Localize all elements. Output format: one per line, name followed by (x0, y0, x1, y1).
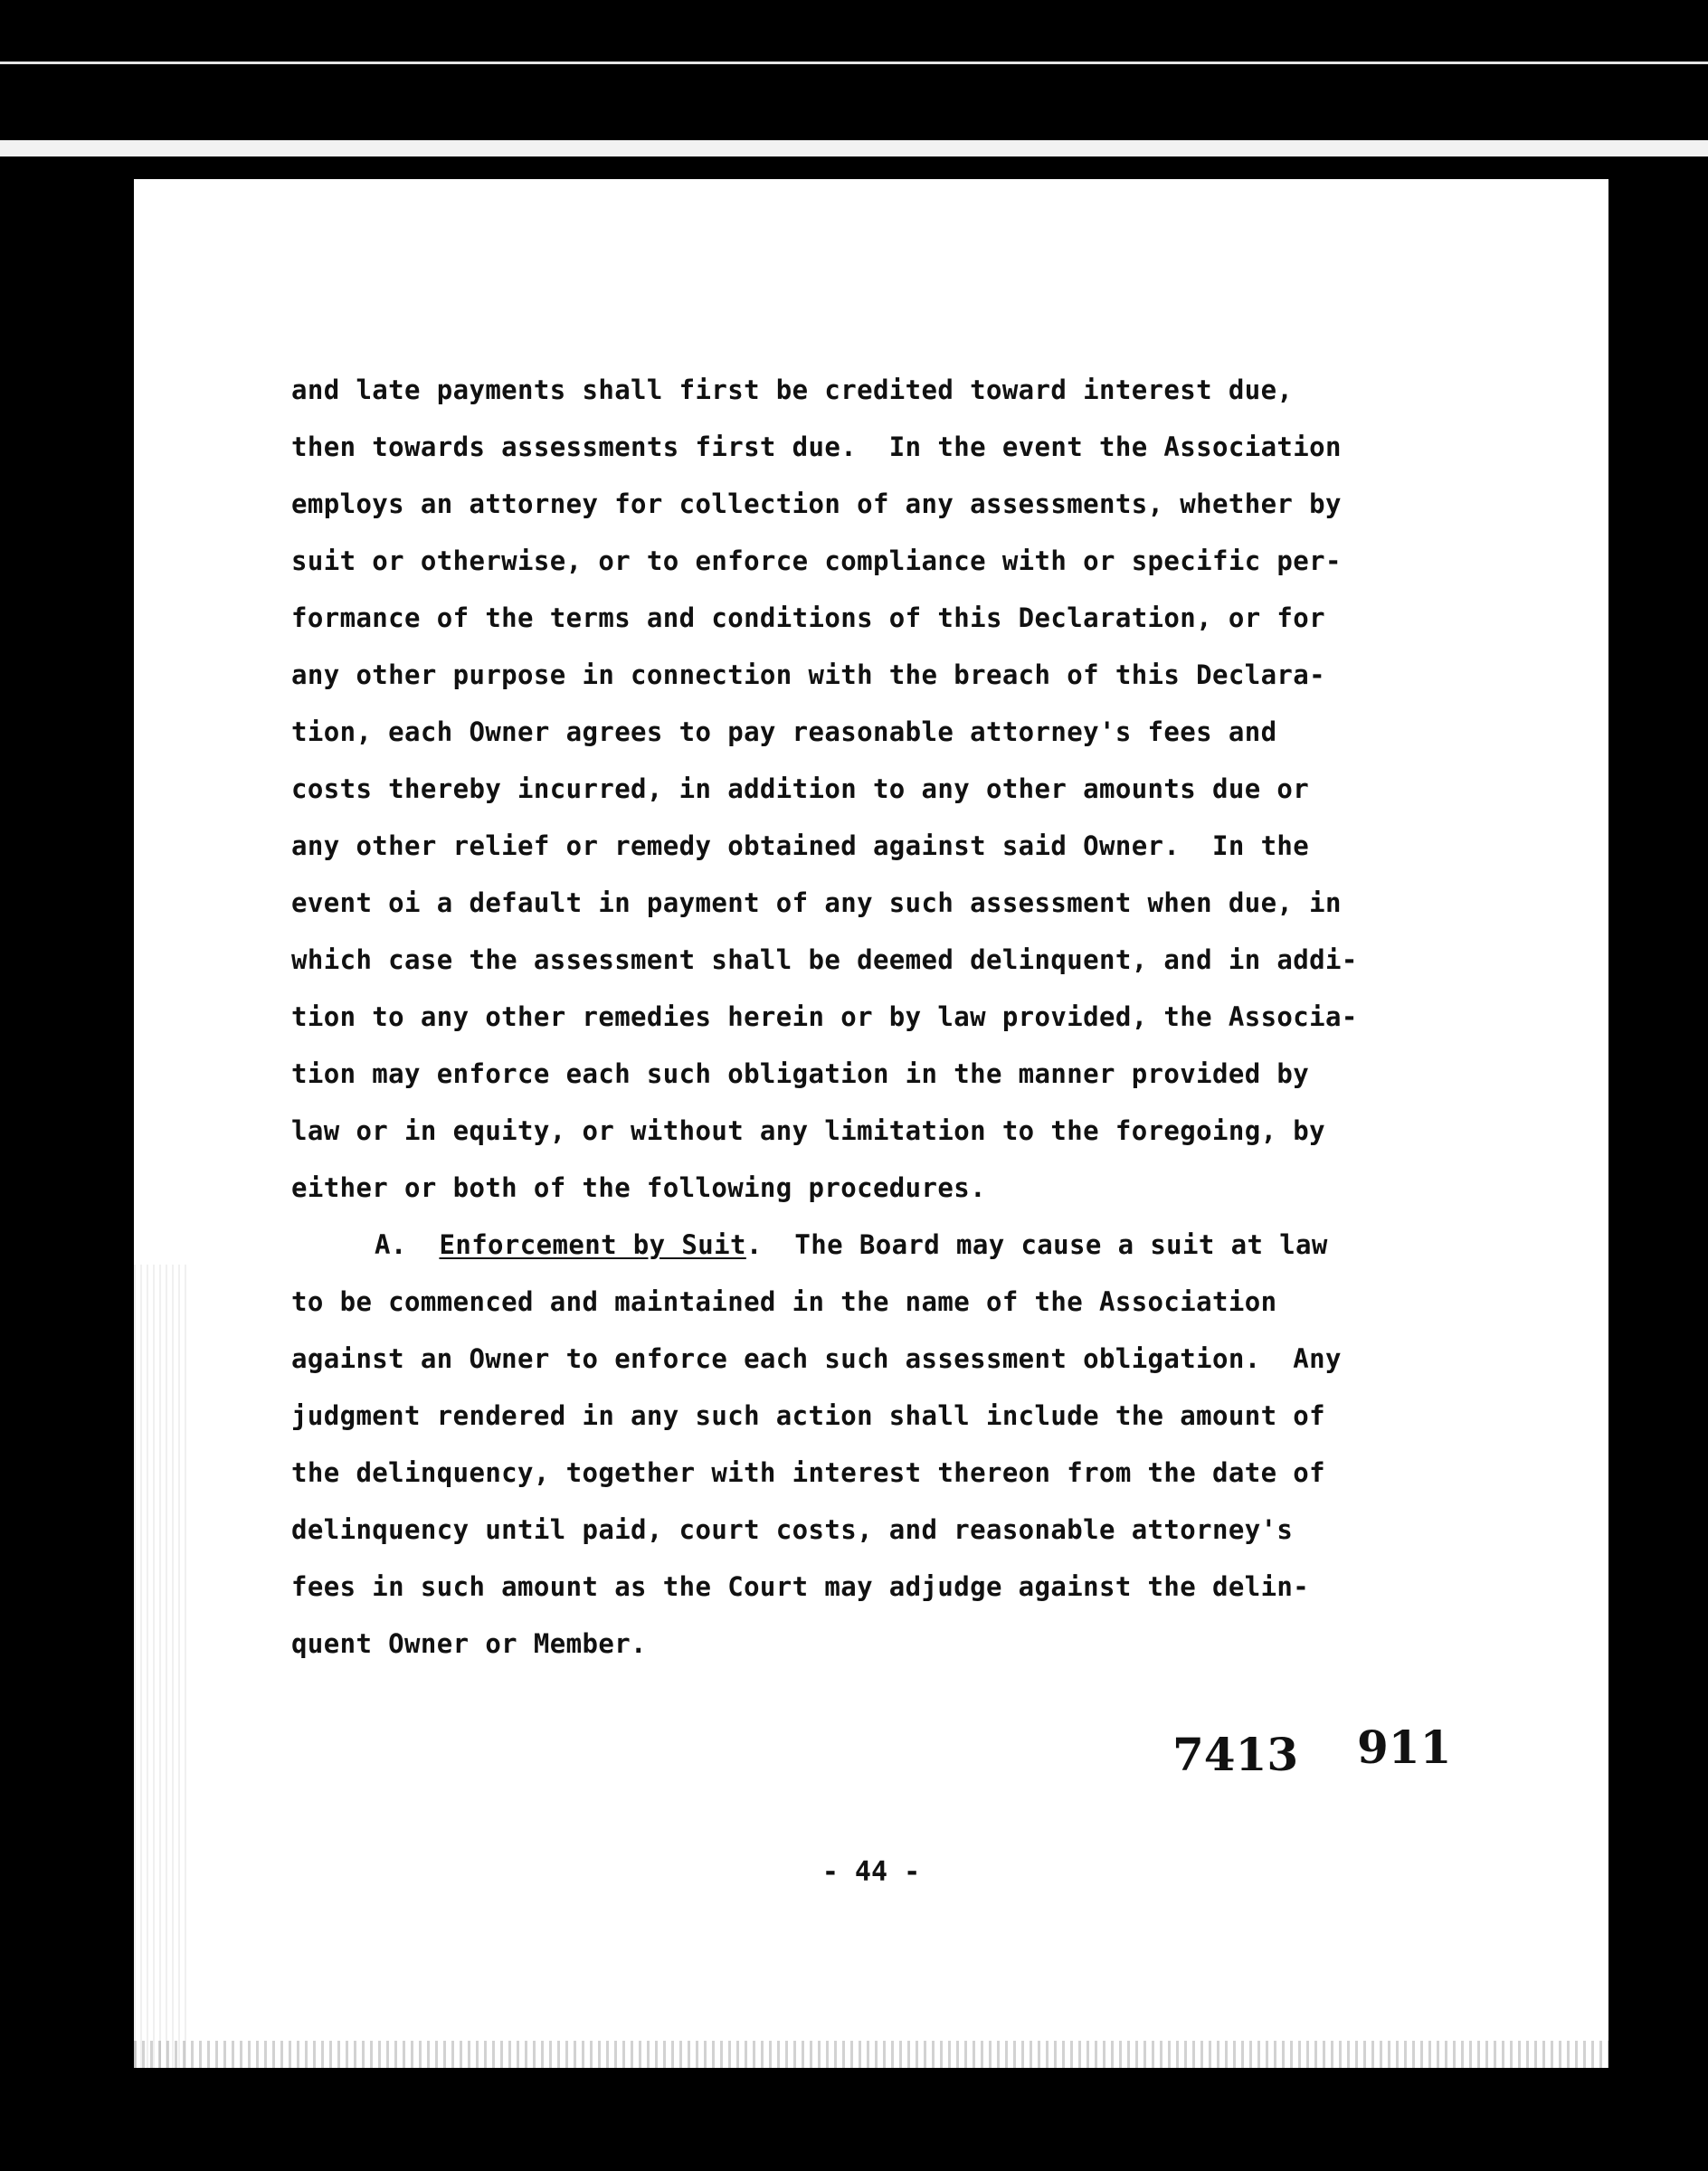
text-line: either or both of the following procedures. (291, 1172, 986, 1203)
text-line: law or in equity, or without any limitation to the foregoing, by (291, 1115, 1326, 1146)
text-line: fees in such amount as the Court may adjudge against the delin- (291, 1571, 1310, 1602)
text-line: tion may enforce each such obligation in the manner provided by (291, 1058, 1310, 1089)
text-line: judgment rendered in any such action shall include the amount of (291, 1400, 1326, 1431)
text-line: against an Owner to enforce each such assessment obligation. Any (291, 1343, 1342, 1374)
section-first-line-text: The Board may cause a suit at law (762, 1229, 1328, 1260)
text-line: the delinquency, together with interest thereon from the date of (291, 1457, 1326, 1488)
recording-book-number: 7413 (1172, 1728, 1299, 1781)
text-line: tion, each Owner agrees to pay reasonable attorney's fees and (291, 716, 1277, 747)
text-line: to be commenced and maintained in the name of the Association (291, 1286, 1277, 1317)
scan-top-strip (0, 140, 1708, 156)
text-line: any other relief or remedy obtained against said Owner. In the (291, 830, 1310, 861)
text-line: suit or otherwise, or to enforce compliance with or specific per- (291, 545, 1342, 576)
text-line: any other purpose in connection with the breach of this Declara- (291, 659, 1326, 690)
section-marker: A. (375, 1229, 407, 1260)
text-line: tion to any other remedies herein or by law provided, the Associa- (291, 1001, 1358, 1032)
section-heading: Enforcement by Suit (439, 1229, 746, 1260)
text-line: which case the assessment shall be deemed delinquent, and in addi- (291, 944, 1358, 975)
text-line: employs an attorney for collection of any assessments, whether by (291, 488, 1342, 519)
page-number: - 44 - (821, 1856, 921, 1888)
scan-noise-left (134, 1265, 188, 2068)
document-body (291, 362, 1467, 1673)
section-a-heading-line (291, 1217, 1467, 1274)
text-line: delinquency until paid, court costs, and reasonable attorney's (291, 1514, 1294, 1545)
text-line: then towards assessments first due. In the event the Association (291, 431, 1342, 462)
scan-noise-bottom (134, 2041, 1608, 2068)
scan-top-line (0, 62, 1708, 64)
document-page (134, 179, 1608, 2068)
text-line: and late payments shall first be credited toward interest due, (291, 374, 1294, 405)
text-line: formance of the terms and conditions of this Declaration, or for (291, 602, 1326, 633)
text-line: event oi a default in payment of any such assessment when due, in (291, 887, 1342, 918)
recording-page-number: 911 (1357, 1721, 1452, 1774)
text-line: costs thereby incurred, in addition to any other amounts due or (291, 773, 1310, 804)
text-line: quent Owner or Member. (291, 1628, 647, 1659)
section-heading-suffix: . (745, 1229, 763, 1260)
